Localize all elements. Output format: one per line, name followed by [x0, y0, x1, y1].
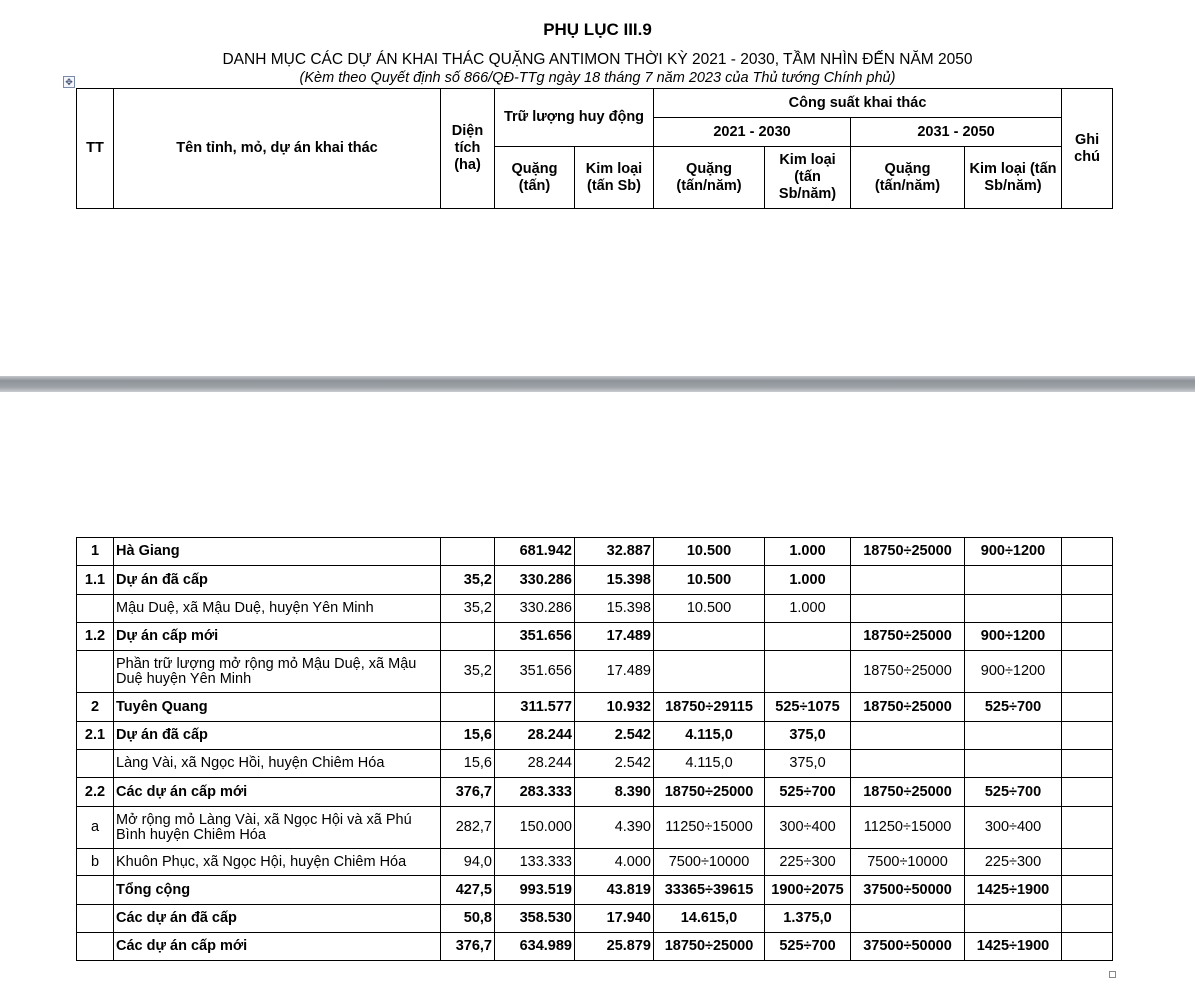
table-header — [76, 88, 1113, 209]
cell-name: Mở rộng mỏ Làng Vài, xã Ngọc Hội và xã Phú Bình huyện Chiêm Hóa — [114, 807, 441, 849]
cell-reserve-ore: 330.286 — [495, 595, 575, 623]
cell-reserve-metal: 4.000 — [575, 849, 654, 876]
cell-reserve-metal: 17.489 — [575, 623, 654, 651]
cell-p1-metal: 375,0 — [765, 750, 851, 778]
document-subtitle: DANH MỤC CÁC DỰ ÁN KHAI THÁC QUẶNG ANTIMON THỜI KỲ 2021 - 2030, TẦM NHÌN ĐẾN NĂM 2050 — [222, 51, 973, 68]
cell-p1-metal — [765, 623, 851, 651]
cell-p1-ore: 14.615,0 — [654, 905, 765, 933]
cell-name: Phần trữ lượng mở rộng mỏ Mậu Duệ, xã Mậu Duệ huyện Yên Minh — [114, 651, 441, 693]
cell-p1-metal: 1900÷2075 — [765, 876, 851, 905]
appendix-title: PHỤ LỤC III.9 — [543, 20, 652, 39]
cell-tt: 2.2 — [77, 778, 114, 807]
header-p2-ore: Quặng (tấn/năm) — [851, 147, 965, 209]
cell-p2-metal: 1425÷1900 — [965, 876, 1062, 905]
cell-area: 35,2 — [441, 651, 495, 693]
header-reserve-metal: Kim loại (tấn Sb) — [575, 147, 654, 209]
cell-p1-ore: 10.500 — [654, 566, 765, 595]
cell-area — [441, 693, 495, 722]
cell-reserve-ore: 351.656 — [495, 623, 575, 651]
cell-p1-metal: 225÷300 — [765, 849, 851, 876]
cell-note — [1062, 750, 1113, 778]
cell-note — [1062, 778, 1113, 807]
cell-name: Các dự án cấp mới — [114, 933, 441, 961]
cell-p1-ore: 18750÷29115 — [654, 693, 765, 722]
cell-area: 50,8 — [441, 905, 495, 933]
cell-area: 282,7 — [441, 807, 495, 849]
cell-p2-metal: 300÷400 — [965, 807, 1062, 849]
cell-p1-ore — [654, 651, 765, 693]
table-row — [77, 905, 1113, 933]
cell-p2-metal — [965, 722, 1062, 750]
cell-reserve-ore: 150.000 — [495, 807, 575, 849]
cell-tt: 2.1 — [77, 722, 114, 750]
decision-note: (Kèm theo Quyết định số 866/QĐ-TTg ngày 18 tháng 7 năm 2023 của Thủ tướng Chính phủ) — [299, 70, 896, 86]
cell-tt: b — [77, 849, 114, 876]
header-reserve-ore: Quặng (tấn) — [495, 147, 575, 209]
cell-note — [1062, 595, 1113, 623]
cell-name: Làng Vài, xã Ngọc Hồi, huyện Chiêm Hóa — [114, 750, 441, 778]
cell-area: 376,7 — [441, 778, 495, 807]
cell-reserve-ore: 634.989 — [495, 933, 575, 961]
cell-tt — [77, 933, 114, 961]
data-table — [76, 537, 1113, 961]
header-name: Tên tỉnh, mỏ, dự án khai thác — [114, 89, 441, 209]
table-row — [77, 849, 1113, 876]
cell-note — [1062, 538, 1113, 566]
cell-name: Tuyên Quang — [114, 693, 441, 722]
cell-area: 15,6 — [441, 750, 495, 778]
table-row — [77, 623, 1113, 651]
cell-p2-ore: 18750÷25000 — [851, 651, 965, 693]
table-row — [77, 722, 1113, 750]
header-note: Ghi chú — [1062, 89, 1113, 209]
cell-p1-ore: 7500÷10000 — [654, 849, 765, 876]
cell-p1-ore: 10.500 — [654, 595, 765, 623]
header-area: Diện tích (ha) — [441, 89, 495, 209]
cell-p2-ore: 18750÷25000 — [851, 693, 965, 722]
cell-p2-metal: 525÷700 — [965, 778, 1062, 807]
header-period-2031-2050: 2031 - 2050 — [851, 118, 1062, 147]
cell-p2-ore — [851, 722, 965, 750]
cell-tt: 1 — [77, 538, 114, 566]
cell-area: 35,2 — [441, 566, 495, 595]
cell-p2-metal — [965, 595, 1062, 623]
cell-p1-ore: 11250÷15000 — [654, 807, 765, 849]
cell-reserve-metal: 17.940 — [575, 905, 654, 933]
cell-p2-metal — [965, 905, 1062, 933]
cell-reserve-ore: 993.519 — [495, 876, 575, 905]
cell-p2-ore — [851, 566, 965, 595]
cell-reserve-ore: 330.286 — [495, 566, 575, 595]
cell-name: Các dự án cấp mới — [114, 778, 441, 807]
cell-p2-ore — [851, 750, 965, 778]
cell-area: 427,5 — [441, 876, 495, 905]
cell-tt — [77, 651, 114, 693]
cell-p1-metal: 300÷400 — [765, 807, 851, 849]
cell-p2-ore: 18750÷25000 — [851, 538, 965, 566]
cell-p2-metal — [965, 750, 1062, 778]
cell-p2-ore: 7500÷10000 — [851, 849, 965, 876]
cell-area: 94,0 — [441, 849, 495, 876]
page-break-separator — [0, 376, 1195, 392]
cell-p1-metal: 525÷1075 — [765, 693, 851, 722]
header-tt: TT — [77, 89, 114, 209]
cell-p1-metal: 1.000 — [765, 538, 851, 566]
cell-p2-ore: 37500÷50000 — [851, 933, 965, 961]
cell-name: Các dự án đã cấp — [114, 905, 441, 933]
cell-reserve-ore: 311.577 — [495, 693, 575, 722]
cell-p1-ore: 33365÷39615 — [654, 876, 765, 905]
cell-reserve-metal: 25.879 — [575, 933, 654, 961]
cell-name: Dự án đã cấp — [114, 566, 441, 595]
cell-p2-metal — [965, 566, 1062, 595]
table-row — [77, 778, 1113, 807]
cell-p1-ore: 18750÷25000 — [654, 778, 765, 807]
cell-reserve-ore: 28.244 — [495, 722, 575, 750]
cell-p1-metal: 1.000 — [765, 566, 851, 595]
cell-name: Tổng cộng — [114, 876, 441, 905]
cell-reserve-metal: 2.542 — [575, 722, 654, 750]
cell-reserve-metal: 32.887 — [575, 538, 654, 566]
cell-tt — [77, 905, 114, 933]
cell-reserve-metal: 15.398 — [575, 566, 654, 595]
cell-p1-metal: 1.000 — [765, 595, 851, 623]
cell-reserve-metal: 8.390 — [575, 778, 654, 807]
cell-name: Hà Giang — [114, 538, 441, 566]
cell-p2-metal: 225÷300 — [965, 849, 1062, 876]
cell-note — [1062, 807, 1113, 849]
table-row — [77, 566, 1113, 595]
cell-reserve-ore: 28.244 — [495, 750, 575, 778]
cell-p1-metal: 1.375,0 — [765, 905, 851, 933]
cell-reserve-metal: 2.542 — [575, 750, 654, 778]
cell-note — [1062, 693, 1113, 722]
cell-p2-ore: 11250÷15000 — [851, 807, 965, 849]
table-row — [77, 595, 1113, 623]
cell-name: Dự án đã cấp — [114, 722, 441, 750]
cell-reserve-metal: 10.932 — [575, 693, 654, 722]
cell-tt — [77, 595, 114, 623]
cell-area: 35,2 — [441, 595, 495, 623]
cell-area — [441, 538, 495, 566]
cell-note — [1062, 651, 1113, 693]
header-p2-metal: Kim loại (tấn Sb/năm) — [965, 147, 1062, 209]
cell-p1-ore: 18750÷25000 — [654, 933, 765, 961]
cell-note — [1062, 933, 1113, 961]
cell-reserve-metal: 15.398 — [575, 595, 654, 623]
cell-p2-ore — [851, 595, 965, 623]
cell-p2-ore: 18750÷25000 — [851, 623, 965, 651]
cell-name: Mậu Duệ, xã Mậu Duệ, huyện Yên Minh — [114, 595, 441, 623]
cell-tt — [77, 750, 114, 778]
cell-note — [1062, 566, 1113, 595]
table-row — [77, 538, 1113, 566]
cell-reserve-ore: 358.530 — [495, 905, 575, 933]
cell-tt: 1.2 — [77, 623, 114, 651]
cell-reserve-metal: 17.489 — [575, 651, 654, 693]
table-move-handle-icon[interactable]: ✥ — [63, 76, 75, 88]
cell-p1-metal — [765, 651, 851, 693]
cell-area: 15,6 — [441, 722, 495, 750]
cell-tt: 2 — [77, 693, 114, 722]
cell-reserve-ore: 283.333 — [495, 778, 575, 807]
table-row — [77, 933, 1113, 961]
table-row — [77, 693, 1113, 722]
cell-reserve-metal: 4.390 — [575, 807, 654, 849]
cell-name: Dự án cấp mới — [114, 623, 441, 651]
cell-p1-metal: 525÷700 — [765, 933, 851, 961]
cell-tt: 1.1 — [77, 566, 114, 595]
cell-p2-ore — [851, 905, 965, 933]
cell-p1-ore: 4.115,0 — [654, 750, 765, 778]
header-p1-ore: Quặng (tấn/năm) — [654, 147, 765, 209]
cell-name: Khuôn Phục, xã Ngọc Hội, huyện Chiêm Hóa — [114, 849, 441, 876]
cell-p1-ore — [654, 623, 765, 651]
cell-reserve-metal: 43.819 — [575, 876, 654, 905]
header-p1-metal: Kim loại (tấn Sb/năm) — [765, 147, 851, 209]
table-row — [77, 750, 1113, 778]
cell-p1-metal: 525÷700 — [765, 778, 851, 807]
page-corner-marker — [1109, 971, 1116, 978]
cell-p2-metal: 900÷1200 — [965, 538, 1062, 566]
cell-p1-ore: 10.500 — [654, 538, 765, 566]
cell-p2-metal: 1425÷1900 — [965, 933, 1062, 961]
header-reserve: Trữ lượng huy động — [495, 89, 654, 147]
cell-p1-ore: 4.115,0 — [654, 722, 765, 750]
cell-p2-metal: 900÷1200 — [965, 651, 1062, 693]
cell-area: 376,7 — [441, 933, 495, 961]
cell-p2-ore: 18750÷25000 — [851, 778, 965, 807]
table-row — [77, 807, 1113, 849]
cell-note — [1062, 623, 1113, 651]
cell-p1-metal: 375,0 — [765, 722, 851, 750]
cell-p2-metal: 900÷1200 — [965, 623, 1062, 651]
cell-reserve-ore: 351.656 — [495, 651, 575, 693]
cell-reserve-ore: 681.942 — [495, 538, 575, 566]
cell-p2-metal: 525÷700 — [965, 693, 1062, 722]
cell-tt — [77, 876, 114, 905]
cell-note — [1062, 849, 1113, 876]
cell-note — [1062, 876, 1113, 905]
cell-p2-ore: 37500÷50000 — [851, 876, 965, 905]
cell-tt: a — [77, 807, 114, 849]
cell-area — [441, 623, 495, 651]
table-row — [77, 651, 1113, 693]
header-capacity: Công suất khai thác — [654, 89, 1062, 118]
cell-note — [1062, 722, 1113, 750]
header-period-2021-2030: 2021 - 2030 — [654, 118, 851, 147]
cell-note — [1062, 905, 1113, 933]
cell-reserve-ore: 133.333 — [495, 849, 575, 876]
table-row — [77, 876, 1113, 905]
